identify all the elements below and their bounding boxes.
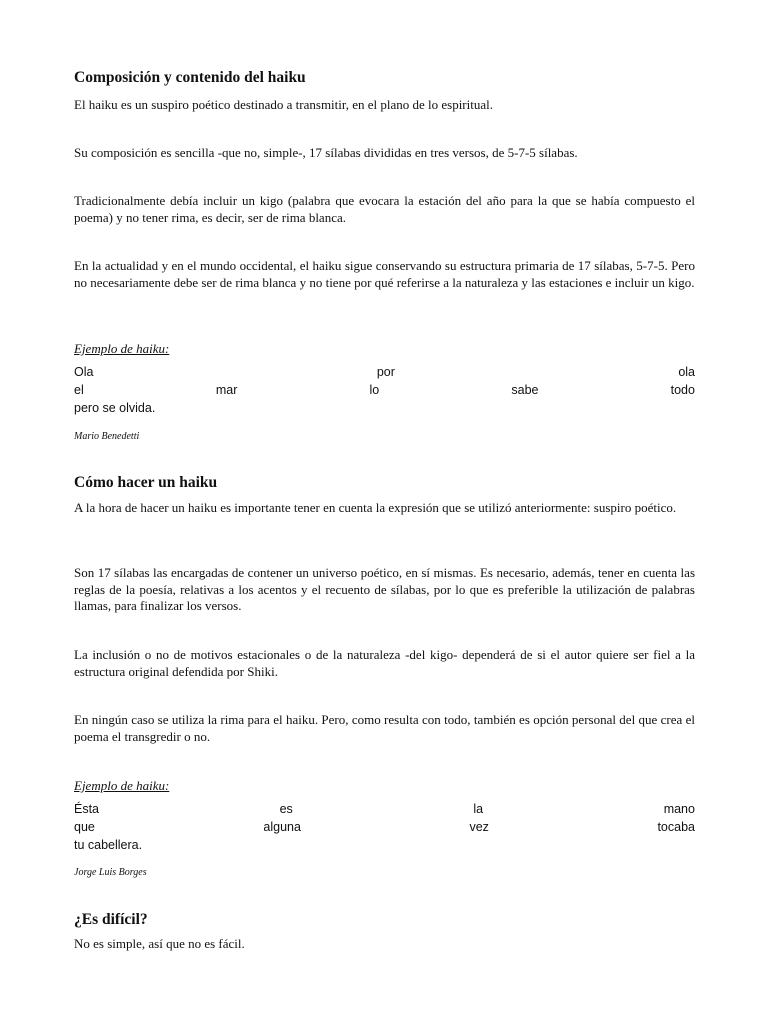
paragraph-text: La inclusión o no de motivos estacionales o de la naturaleza -del kigo- dependerá de si el autor quiere ser fiel a la estructura original defendida por Shiki. <box>74 647 695 679</box>
poem-author <box>74 862 695 880</box>
paragraph <box>74 500 695 517</box>
poem-word: la <box>473 802 484 816</box>
poem-author <box>74 426 695 444</box>
poem-word: alguna <box>263 820 301 834</box>
haiku-poem <box>74 800 695 854</box>
paragraph <box>74 936 695 953</box>
author-name: Jorge Luis Borges <box>74 867 147 878</box>
paragraph-text: Su composición es sencilla -que no, simple-, 17 sílabas divididas en tres versos, de 5-7-5 sílabas. <box>74 145 578 160</box>
heading-es-dificil: ¿Es difícil? <box>74 911 148 928</box>
author-name: Mario Benedetti <box>74 431 140 442</box>
heading-composicion: Composición y contenido del haiku <box>74 69 306 86</box>
paragraph-text: En la actualidad y en el mundo occidental, el haiku sigue conservando su estructura primaria de 17 sílabas, 5-7-5. Pero no necesariamente debe ser de rima blanca y no tiene por qué referirse a la naturaleza y las estaciones e incluir un kigo. <box>74 258 695 290</box>
poem-word: todo <box>670 383 695 397</box>
poem-word: Ola <box>74 365 94 379</box>
poem-line-2 <box>74 818 695 836</box>
poem-word: ola <box>678 365 695 379</box>
paragraph <box>74 145 695 162</box>
paragraph-text: No es simple, así que no es fácil. <box>74 936 245 951</box>
paragraph <box>74 712 695 745</box>
paragraph <box>74 565 695 615</box>
poem-word: mar <box>215 383 238 397</box>
paragraph <box>74 97 695 114</box>
poem-line-3: tu cabellera. <box>74 838 143 852</box>
poem-word: mano <box>663 802 695 816</box>
poem-line-1 <box>74 363 695 381</box>
haiku-poem <box>74 363 695 417</box>
poem-line-3: pero se olvida. <box>74 401 156 415</box>
paragraph-text: Tradicionalmente debía incluir un kigo (palabra que evocara la estación del año para la que se había compuesto el poema) y no tener rima, es decir, ser de rima blanca. <box>74 193 695 225</box>
paragraph-text: Son 17 sílabas las encargadas de contener un universo poético, en sí mismas. Es necesario, además, tener en cuenta las reglas de la poesía, relativas a los acentos y el recuento de sílabas, por lo que es preferible la utilización de palabras llamas, para finalizar los versos. <box>74 565 695 613</box>
poem-word: sabe <box>511 383 539 397</box>
section-title <box>74 910 695 930</box>
poem-word: es <box>279 802 293 816</box>
section-title <box>74 473 695 493</box>
poem-line-2 <box>74 381 695 399</box>
section-title <box>74 68 695 88</box>
poem-word: vez <box>469 820 489 834</box>
paragraph-text: En ningún caso se utiliza la rima para el haiku. Pero, como resulta con todo, también es opción personal del que crea el poema el transgredir o no. <box>74 712 695 744</box>
poem-word: tocaba <box>657 820 695 834</box>
paragraph <box>74 258 695 291</box>
example-label-text: Ejemplo de haiku: <box>74 341 170 356</box>
poem-line-1 <box>74 800 695 818</box>
poem-word: lo <box>369 383 380 397</box>
paragraph-text: A la hora de hacer un haiku es importante tener en cuenta la expresión que se utilizó anteriormente: suspiro poético. <box>74 500 677 515</box>
poem-word: por <box>376 365 395 379</box>
poem-word: Ésta <box>74 802 100 816</box>
poem-word: el <box>74 383 84 397</box>
example-label <box>74 777 695 795</box>
paragraph-text: El haiku es un suspiro poético destinado a transmitir, en el plano de lo espiritual. <box>74 97 493 112</box>
poem-word: que <box>74 820 95 834</box>
stray-mark: ' <box>72 0 74 5</box>
heading-como-hacer: Cómo hacer un haiku <box>74 474 218 491</box>
paragraph <box>74 193 695 226</box>
paragraph <box>74 647 695 680</box>
example-label <box>74 340 695 358</box>
example-label-text: Ejemplo de haiku: <box>74 778 170 793</box>
